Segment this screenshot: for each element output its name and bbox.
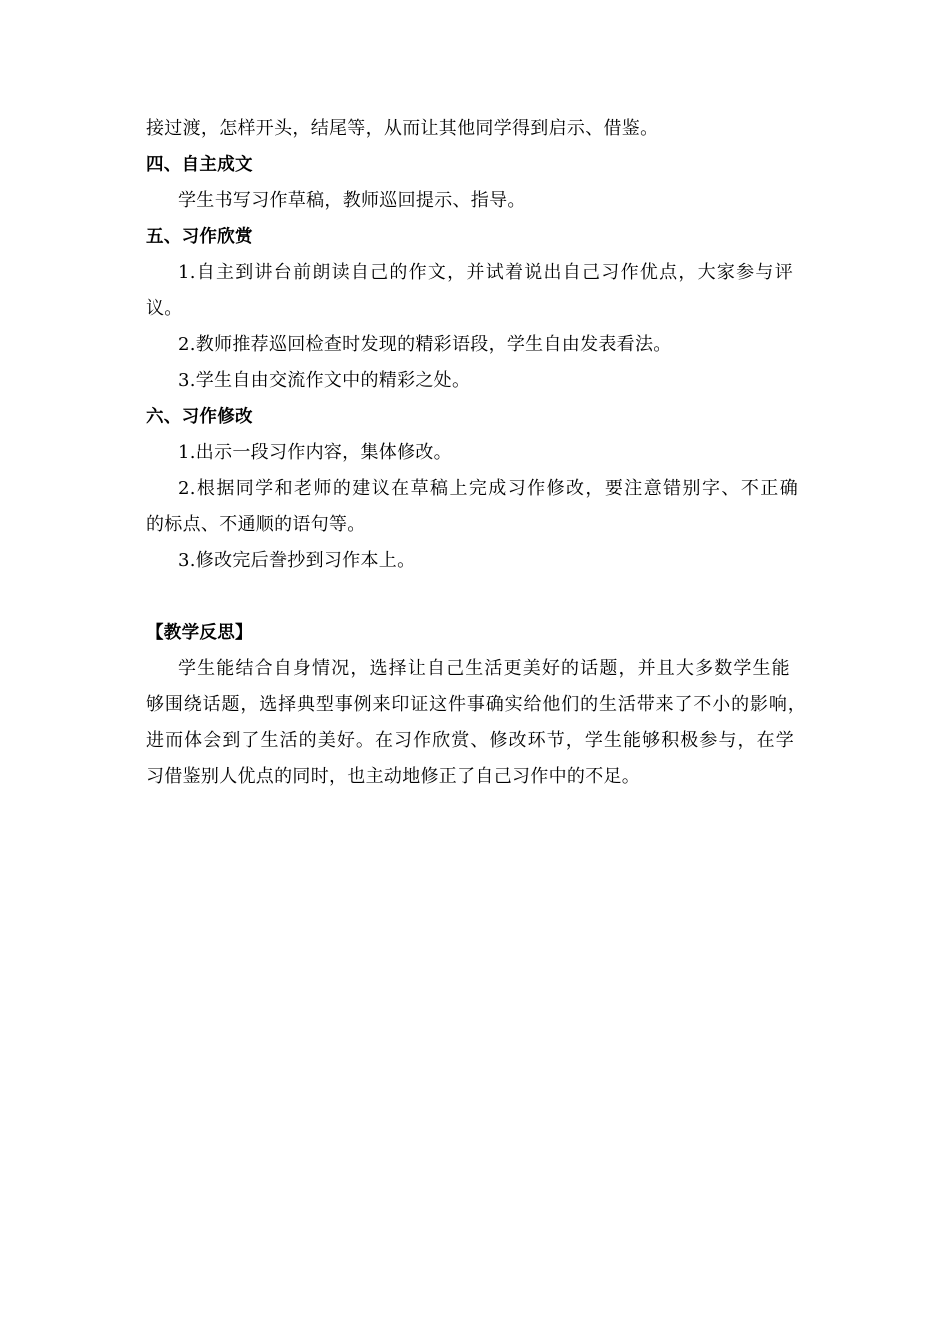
paragraph-line: 1.自主到讲台前朗读自己的作文，并试着说出自己习作优点，大家参与评 bbox=[178, 262, 793, 283]
paragraph-line: 学生书写习作草稿，教师巡回提示、指导。 bbox=[178, 190, 526, 211]
paragraph-line: 1.出示一段习作内容，集体修改。 bbox=[178, 442, 452, 463]
paragraph-line: 习借鉴别人优点的同时，也主动地修正了自己习作中的不足。 bbox=[146, 766, 641, 787]
paragraph-line: 3.修改完后誊抄到习作本上。 bbox=[178, 550, 416, 571]
paragraph-line: 进而体会到了生活的美好。在习作欣赏、修改环节，学生能够积极参与，在学 bbox=[146, 730, 794, 751]
paragraph-line: 2.根据同学和老师的建议在草稿上完成习作修改，要注意错别字、不正确 bbox=[178, 478, 798, 499]
reflection-heading: 【教学反思】 bbox=[146, 623, 253, 643]
section-heading: 六、习作修改 bbox=[146, 407, 253, 427]
paragraph-line: 的标点、不通顺的语句等。 bbox=[146, 514, 366, 535]
paragraph-line: 3.学生自由交流作文中的精彩之处。 bbox=[178, 370, 471, 391]
section-heading: 四、自主成文 bbox=[146, 155, 253, 175]
paragraph-line: 议。 bbox=[146, 298, 183, 319]
paragraph-line: 接过渡，怎样开头，结尾等，从而让其他同学得到启示、借鉴。 bbox=[146, 118, 659, 139]
paragraph-line: 学生能结合自身情况，选择让自己生活更美好的话题，并且大多数学生能 bbox=[178, 658, 790, 679]
paragraph-line: 2.教师推荐巡回检查时发现的精彩语段，学生自由发表看法。 bbox=[178, 334, 672, 355]
paragraph-line: 够围绕话题，选择典型事例来印证这件事确实给他们的生活带来了不小的影响， bbox=[146, 694, 806, 715]
section-heading: 五、习作欣赏 bbox=[146, 227, 253, 247]
